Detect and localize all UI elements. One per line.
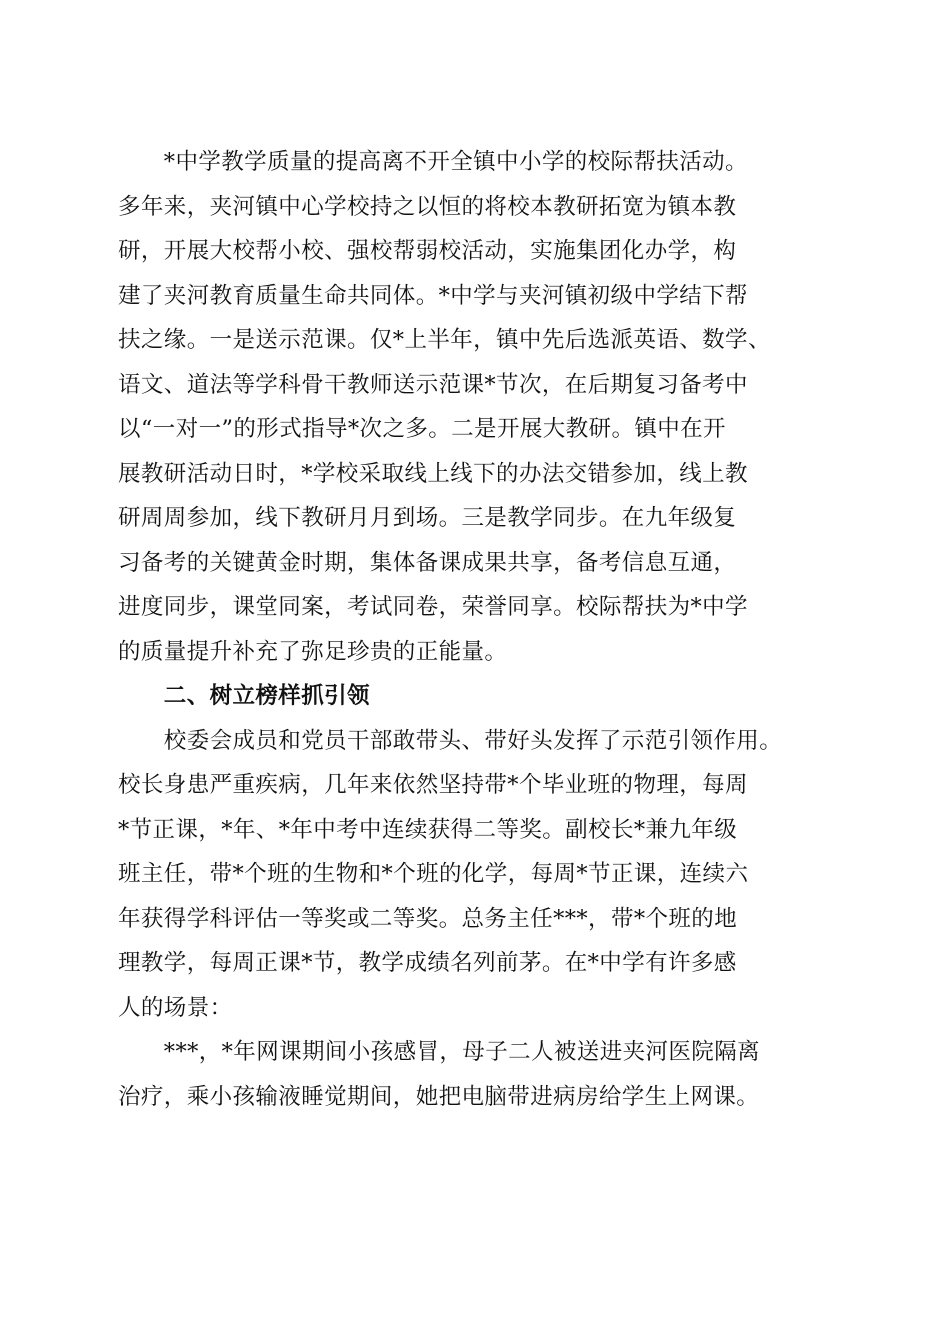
text-line: 语文、道法等学科骨干教师送示范课*节次，在后期复习备考中 <box>118 371 748 398</box>
paragraph-role-models <box>118 719 838 1031</box>
text-line: 班主任，带*个班的生物和*个班的化学，每周*节正课，连续六 <box>118 861 749 887</box>
text-line: 人的场景： <box>118 994 233 1021</box>
text-line: ***，*年网课期间小孩感冒，母子二人被送进夹河医院隔离 <box>118 1039 761 1065</box>
text-line: *节正课，*年、*年中考中连续获得二等奖。副校长*兼九年级 <box>118 816 738 843</box>
text-line: 展教研活动日时，*学校采取线上线下的办法交错参加，线上教 <box>118 460 748 487</box>
paragraph-online-class <box>118 1030 838 1119</box>
text-line: 习备考的关键黄金时期，集体备课成果共享，备考信息互通， <box>118 549 737 576</box>
text-line: 建了夹河教育质量生命共同体。*中学与夹河镇初级中学结下帮 <box>118 282 748 309</box>
text-line: 校长身患严重疾病，几年来依然坚持带*个毕业班的物理，每周 <box>118 772 748 798</box>
text-line: 校委会成员和党员干部敢带头、带好头发挥了示范引领作用。 <box>118 727 783 754</box>
text-line: 治疗，乘小孩输液睡觉期间，她把电脑带进病房给学生上网课。 <box>118 1083 760 1110</box>
text-line: 研，开展大校帮小校、强校帮弱校活动，实施集团化办学，构 <box>118 238 737 264</box>
text-line: 的质量提升补充了弥足珍贵的正能量。 <box>118 638 508 665</box>
text-line: *中学教学质量的提高离不开全镇中小学的校际帮扶活动。 <box>118 149 748 175</box>
text-line: 多年来，夹河镇中心学校持之以恒的将校本教研拓宽为镇本教 <box>118 193 737 220</box>
section-heading: 二、树立榜样抓引领 <box>118 683 370 709</box>
paragraph-school-assistance <box>118 140 838 674</box>
text-line: 理教学，每周正课*节，教学成绩名列前茅。在*中学有许多感 <box>118 950 737 976</box>
text-line: 进度同步，课堂同案，考试同卷，荣誉同享。校际帮扶为*中学 <box>118 594 748 620</box>
document-body <box>118 140 838 1119</box>
text-line: 研周周参加，线下教研月月到场。三是教学同步。在九年级复 <box>118 505 737 531</box>
text-line: 以“一对一”的形式指导*次之多。二是开展大教研。镇中在开 <box>118 416 726 442</box>
text-line: 年获得学科评估一等奖或二等奖。总务主任***，带*个班的地 <box>118 905 738 932</box>
text-line: 扶之缘。一是送示范课。仅*上半年，镇中先后选派英语、数学、 <box>118 327 771 353</box>
